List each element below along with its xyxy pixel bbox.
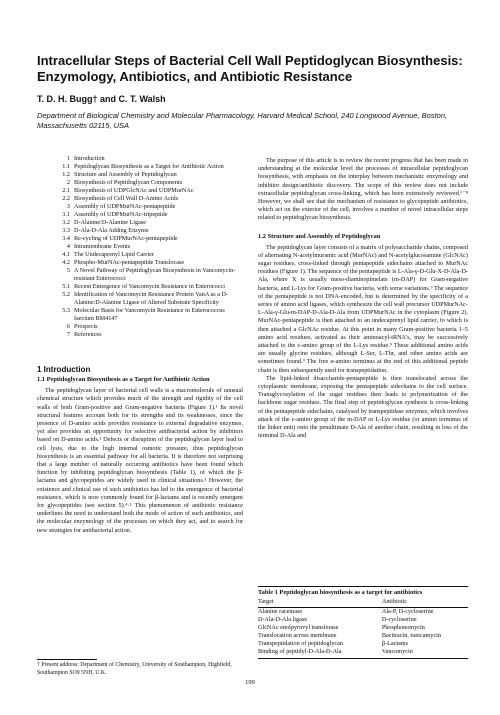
toc-entry-number: 4.2 xyxy=(62,259,70,266)
title-line-2: Enzymology, Antibiotics, and Antibiotic Resistance xyxy=(37,69,353,84)
table-row xyxy=(258,640,468,648)
toc-entry-number: 1.1 xyxy=(62,163,70,170)
toc-entry-text: Biosynthesis of Peptidoglycan Components xyxy=(74,179,183,186)
table-cell-antibiotic: Vancomycin xyxy=(381,648,413,656)
table-row xyxy=(258,608,468,617)
table-cell-target: D-Ala-D-Ala ligase xyxy=(258,616,307,624)
title-line-1: Intracellular Steps of Bacterial Cell Wall Peptidoglycan Biosynthesis: xyxy=(37,53,463,68)
toc-entry-text: The Undecaprenyl Lipid Carrier xyxy=(74,251,154,258)
footnote: † Present address: Department of Chemistry, University of Southampton, Highfield, Southampton SO9 5NH, U.K. xyxy=(37,662,232,676)
right-paragraph-1: The purpose of this article is to review the recent progress that has been made in understanding at the molecular level the processes of intracellular peptidoglycan biosynthesis, with emphasis on the interplay between mechanistic enzymology and inhibitor design/antibiotic discovery. The scope of this review does not include extracellular peptidoglycan cross-linking, which has been extensively reviewed.⁶⁻⁸ However, we shall see that the mechanism of resistance to glycopeptide antibiotics, which act on the exterior of the cell, involves a number of novel intracellular steps related to peptidoglycan biosynthesis. xyxy=(258,157,468,222)
table-cell-antibiotic: D-cycloserine xyxy=(381,616,417,624)
toc-entry xyxy=(37,211,243,219)
left-paragraph-1: The peptidoglycan layer of bacterial cell walls is a macromolecule of unusual chemical structure which provides much of the strength and rigidity of the cell walls of both Gram-positive and Gram-negative bacteria (Figure 1).¹ Its novel structural features account both for its strengths and its weaknesses, since the presence of D-amino acids provides resistance to external degradative enzymes, yet also provides an opportunity for selective antibacterial action by inhibitors based on D-amino acids.² Defects or disruption of the peptidoglycan layer lead to cell lysis, due to the high internal osmotic pressure, thus peptidoglycan biosynthesis is an essential pathway for all bacteria. It is therefore not surprising that a large number of naturally occurring antibiotics have been found which function by inhibiting peptidoglycan biosynthesis (Table 1), of which the β-lactams and glycopeptides are widely used in clinical situations.³ However, the existence and clinical use of such antibiotics has led to the emergence of bacterial resistance, which is now commonly found for β-lactams and is recently emergent for glycopeptides (see section 5).⁴·⁵ This phenomenon of antibiotic resistance underlines the need to understand both the mode of action of such antibiotics, and the molecular enzymology of the processes on which they act, and to search for new strategies for antibacterial action. xyxy=(37,387,243,534)
table-cell-target: Binding of peptidyl-D-Ala-D-Ala xyxy=(258,648,342,656)
toc-entry-text: Re-cycling of UDPMurNAc-pentapeptide xyxy=(74,235,178,242)
toc-entry-number: 2 xyxy=(66,179,70,186)
toc-entry xyxy=(37,331,243,339)
table-header-antibiotic: Antibiotic xyxy=(381,598,407,606)
table-row xyxy=(258,624,468,632)
toc-entry-number: 4.1 xyxy=(62,251,70,258)
toc-entry-number: 5.3 xyxy=(62,307,70,314)
toc-entry xyxy=(37,163,243,171)
toc-entry-text: Introduction xyxy=(74,155,105,162)
table-row xyxy=(258,632,468,640)
toc-entry-text: Molecular Basis for Vancomycin Resistance in Enterococcus faecium BM4147 xyxy=(74,307,225,322)
toc-entry xyxy=(37,251,243,259)
table-cell-antibiotic: Phosphonomycin xyxy=(381,624,425,632)
toc-entry-text: Assembly of UDPMurNAc-tripeptide xyxy=(74,211,168,218)
table-row xyxy=(258,616,468,624)
table-1 xyxy=(258,586,468,659)
table-cell-target: Translocation across membrane xyxy=(258,632,337,640)
section-1-2-heading: 1.2 Structure and Assembly of Peptidoglycan xyxy=(258,232,381,240)
toc-entry-number: 5.2 xyxy=(62,291,70,298)
toc-entry xyxy=(37,307,243,323)
toc-entry-text: D-Alanine:D-Alanine Ligase xyxy=(74,219,146,226)
toc-entry-text: Identification of Vancomycin Resistance Protein VanA as a D-Alanine:D-Alanine Ligase of Altered Substrate Specificity xyxy=(74,291,229,306)
toc-entry xyxy=(37,259,243,267)
left-column-body xyxy=(37,366,243,535)
toc-entry-number: 5.1 xyxy=(62,283,70,290)
toc-entry-number: 5 xyxy=(66,267,70,274)
toc-entry-number: 1 xyxy=(66,155,70,162)
toc-entry-text: Phospho-MurNAc-pentapeptide Translocase xyxy=(74,259,185,266)
table-1-grid xyxy=(258,597,468,656)
toc-entry-text: Peptidoglycan Biosynthesis as a Target for Antibiotic Action xyxy=(74,163,224,170)
toc-entry xyxy=(37,267,243,283)
affiliation: Department of Biological Chemistry and Molecular Pharmacology, Harvard Medical School, 240 Longwood Avenue, Boston, Massachusetts 02115, USA xyxy=(37,111,448,130)
table-row xyxy=(258,648,468,656)
toc-entry xyxy=(37,323,243,331)
toc-entry-number: 2.2 xyxy=(62,195,70,202)
toc-entry-number: 4 xyxy=(66,243,70,250)
section-1-1-heading: 1.1 Peptidoglycan Biosynthesis as a Target for Antibiotic Action xyxy=(37,376,210,384)
toc-entry-number: 6 xyxy=(66,323,70,330)
authors: T. D. H. Bugg† and C. T. Walsh xyxy=(37,94,166,104)
table-cell-antibiotic: Ala-P, D-cycloserine xyxy=(381,608,434,616)
toc-entry-number: 7 xyxy=(66,331,70,338)
toc-entry xyxy=(37,179,243,187)
toc-entry xyxy=(37,227,243,235)
table-cell-antibiotic: Bacitracin, tunicamycin xyxy=(381,632,441,640)
table-header-target: Target xyxy=(258,598,274,606)
toc-entry xyxy=(37,195,243,203)
toc-entry-text: D-Ala-D-Ala Adding Enzyme xyxy=(74,227,149,234)
table-cell-target: GlcNAc enolpyruvyl transferase xyxy=(258,624,339,632)
page-number: 199 xyxy=(245,679,255,686)
toc-entry-number: 3.3 xyxy=(62,227,70,234)
toc-entry-text: Prospects xyxy=(74,323,98,330)
section-1-heading: 1 Introduction xyxy=(37,365,91,374)
toc-entry-text: Intramembrane Events xyxy=(74,243,131,250)
toc-entry-number: 3 xyxy=(66,203,70,210)
toc-entry xyxy=(37,171,243,179)
toc-entry xyxy=(37,155,243,163)
table-cell-antibiotic: β-Lactams xyxy=(381,640,409,648)
toc-entry-number: 2.1 xyxy=(62,187,70,194)
toc-entry-text: Biosynthesis of Cell Wall D-Amino Acids xyxy=(74,195,179,202)
table-of-contents xyxy=(37,155,243,339)
toc-entry xyxy=(37,243,243,251)
table-1-title: Table 1 Peptidoglycan biosynthesis as a target for antibiotics xyxy=(258,589,423,596)
right-column-body xyxy=(258,157,468,441)
toc-entry xyxy=(37,219,243,227)
toc-entry-text: References xyxy=(74,331,102,338)
toc-entry-number: 3.4 xyxy=(62,235,70,242)
toc-entry-number: 3.1 xyxy=(62,211,70,218)
toc-entry xyxy=(37,203,243,211)
footnote-rule xyxy=(37,659,97,660)
toc-entry xyxy=(37,283,243,291)
toc-entry-text: Assembly of UDPMurNAc-pentapeptide xyxy=(74,203,176,210)
table-cell-target: Transpeptidation of peptidoglycan xyxy=(258,640,344,648)
toc-entry-text: Structure and Assembly of Peptidoglycan xyxy=(74,171,177,178)
right-paragraph-3: The lipid-linked disaccharide-pentapeptide is then translocated across the cytoplasmic membrane, exposing the pentapeptide sidechains to the cell surface. Transglycosylation of the sugar residues then leads to polymerization of the backbone sugar residues. The final step of peptidoglycan synthesis is cross-linking of the pentapeptide sidechains, catalysed by transpeptidase enzymes, which involves attack of the ε-amino group of the m-DAP or L-Lys residue (or amino terminus of the linker unit) onto the penultimate D-Ala of another chain, resulting in loss of the terminal D-Ala and xyxy=(258,374,468,440)
toc-entry-text: Recent Emergence of Vancomycin Resistance in Enterococci xyxy=(74,283,225,290)
toc-entry xyxy=(37,235,243,243)
toc-entry xyxy=(37,291,243,307)
table-cell-target: Alanine racemase xyxy=(258,608,303,616)
right-paragraph-2: The peptidoglycan layer consists of a matrix of polysaccharide chains, composed of alternating N-acetylmuramic acid (MurNAc) and N-acetylglucosamine (GlcNAc) sugar residues, cross-linked through pentapeptide sidechains attached to MurNAc residues (Figure 1). The sequence of the pentapeptide is L-Ala-γ-D-Glu-X-D-Ala-D-Ala, where X is usually meso-diaminopimelate (m-DAP) for Gram-negative bacteria, and L-Lys for Gram-positive bacteria, with some variations.⁹ The sequence of the pentapeptide is not DNA-encoded, but is determined by the specificity of a series of amino acid ligases, which synthesize the cell wall precursor UDPMurNAc-L-Ala-γ-Glu-m-DAP-D-Ala-D-Ala from UDPMurNAc in the cytoplasm (Figure 2). MurNAc-pentapeptide is then attached to an undecaprenyl lipid carrier, to which is then attached a GlcNAc residue. At this point in many Gram-positive bacteria 1–5 amino acid residues, activated as their aminoacyl-tRNA's, may be successively attached to the ε-amino group of the L-Lys residue.⁹ These additional amino acids are usually glycine residues, although L-Ser, L-Thr, and other amino acids are sometimes found.⁹ The free α-amino terminus at the end of this additional peptide chain is then subsequently used for transpeptidation. xyxy=(258,243,468,374)
toc-entry-number: 3.2 xyxy=(62,219,70,226)
toc-entry-number: 1.2 xyxy=(62,171,70,178)
toc-entry-text: A Novel Pathway of Peptidoglycan Biosynthesis in Vancomycin-resistant Enterococci xyxy=(74,267,236,282)
toc-entry-text: Biosynthesis of UDPGlcNAc and UDPMurNAc xyxy=(74,187,194,194)
article-title xyxy=(37,53,477,85)
toc-entry xyxy=(37,187,243,195)
